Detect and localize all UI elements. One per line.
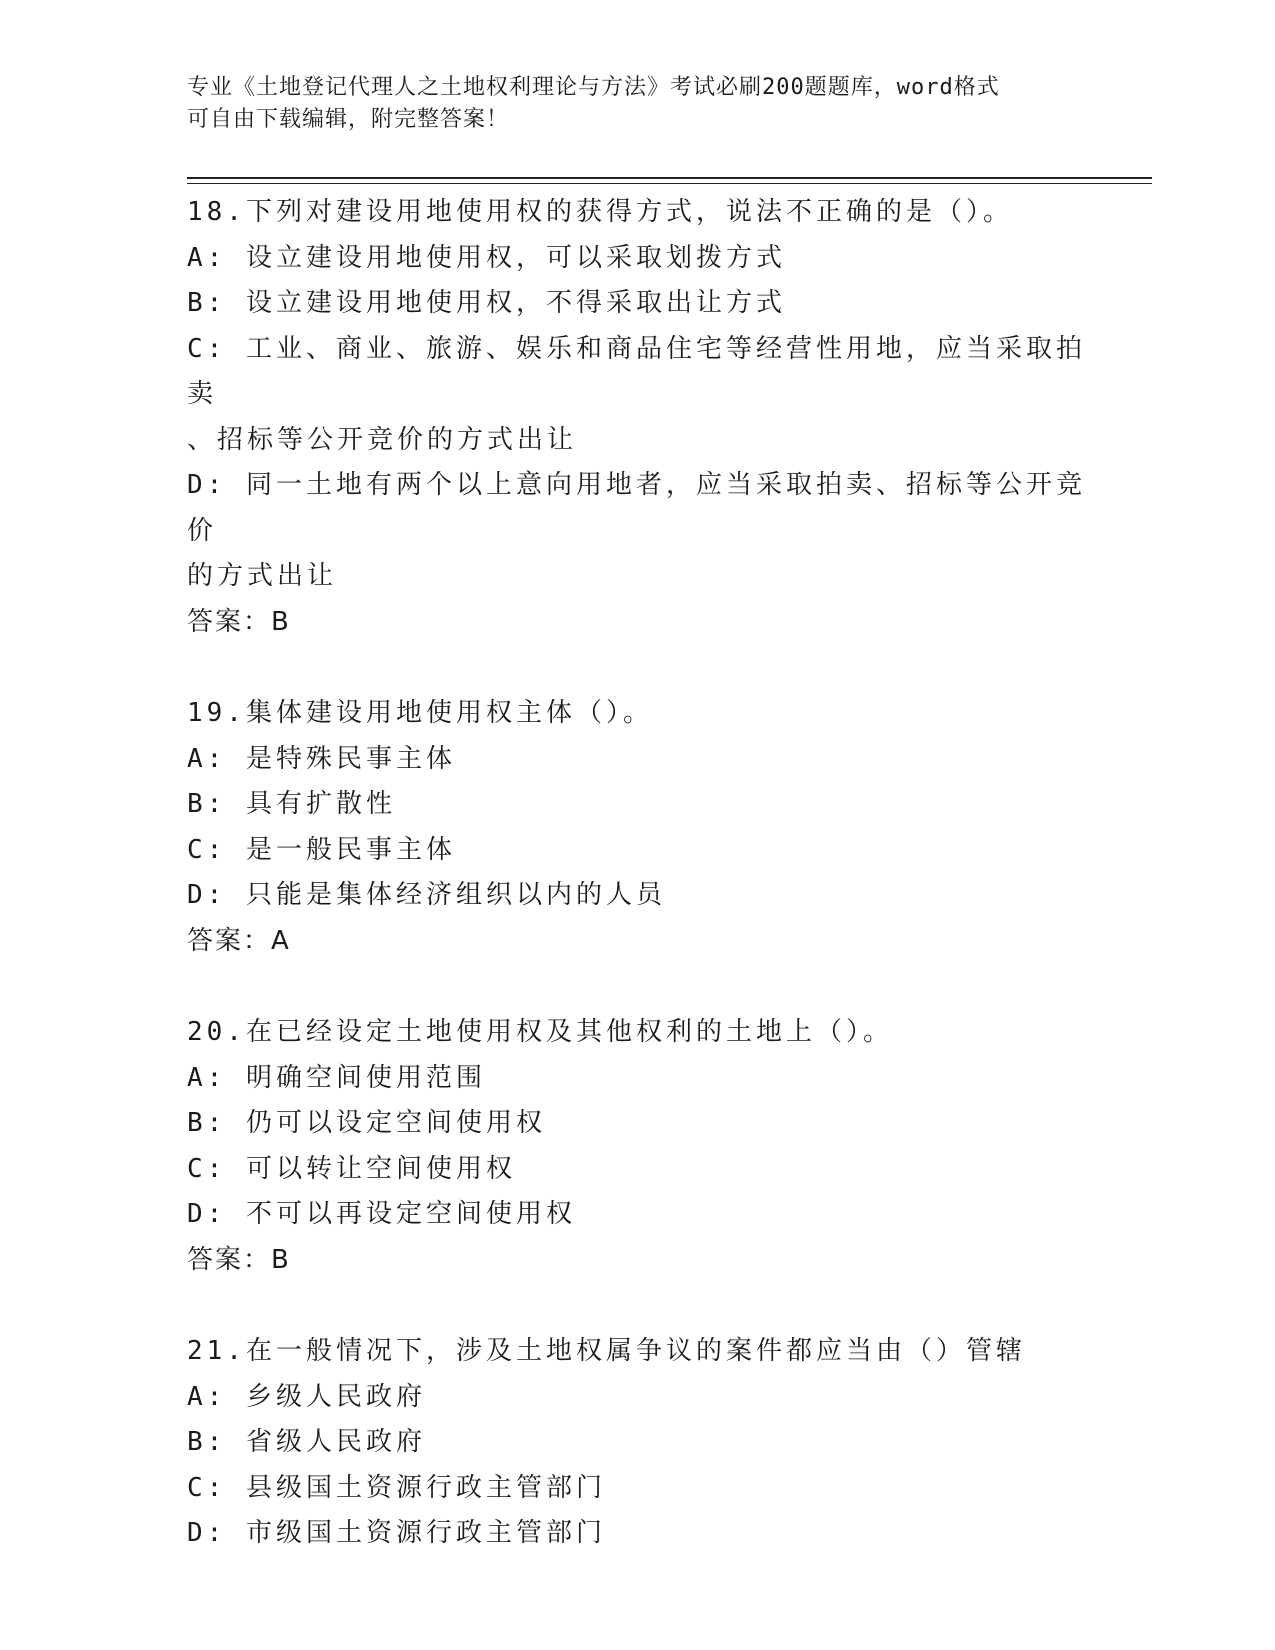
- answer-line: 答案：B: [187, 1244, 291, 1275]
- option-a: A: 乡级人民政府: [187, 1381, 426, 1412]
- question-21: [187, 1329, 1087, 1557]
- option-c: C: 县级国土资源行政主管部门: [187, 1472, 606, 1503]
- option-b: B: 设立建设用地使用权，不得采取出让方式: [187, 288, 786, 318]
- option-a: A: 明确空间使用范围: [187, 1062, 486, 1093]
- option-c: C: 工业、商业、旅游、娱乐和商品住宅等经营性用地，应当采取拍卖: [187, 333, 1086, 409]
- option-a: A: 是特殊民事主体: [187, 743, 456, 774]
- option-d: D: 市级国土资源行政主管部门: [187, 1518, 606, 1548]
- option-d: D: 同一土地有两个以上意向用地者，应当采取拍卖、招标等公开竞价: [187, 470, 1086, 546]
- header-line-2: 可自由下载编辑，附完整答案！: [187, 107, 510, 132]
- answer-line: 答案：A: [187, 925, 291, 956]
- document-header: [187, 72, 1087, 136]
- question-20: [187, 1010, 1087, 1283]
- option-a: A: 设立建设用地使用权，可以采取划拨方式: [187, 242, 786, 273]
- question-stem: 21.在一般情况下，涉及土地权属争议的案件都应当由（）管辖: [187, 1336, 1026, 1366]
- option-c: C: 可以转让空间使用权: [187, 1153, 516, 1184]
- option-d-continued: 的方式出让: [187, 561, 338, 591]
- option-d: D: 只能是集体经济组织以内的人员: [187, 880, 666, 910]
- question-stem: 20.在已经设定土地使用权及其他权利的土地上（）。: [187, 1017, 893, 1047]
- header-divider-thin: [187, 183, 1152, 184]
- option-d: D: 不可以再设定空间使用权: [187, 1199, 576, 1229]
- header-divider-thick: [187, 177, 1152, 179]
- question-19: [187, 691, 1087, 964]
- option-c-continued: 、招标等公开竞价的方式出让: [187, 424, 578, 455]
- option-b: B: 省级人民政府: [187, 1427, 426, 1457]
- answer-line: 答案：B: [187, 606, 291, 637]
- question-stem: 19.集体建设用地使用权主体（）。: [187, 698, 653, 728]
- option-b: B: 仍可以设定空间使用权: [187, 1108, 546, 1138]
- question-list: [187, 190, 1087, 1603]
- question-stem: 18.下列对建设用地使用权的获得方式，说法不正确的是（）。: [187, 197, 1013, 227]
- option-b: B: 具有扩散性: [187, 789, 396, 819]
- option-c: C: 是一般民事主体: [187, 834, 456, 865]
- question-18: [187, 190, 1087, 645]
- header-line-1: 专业《土地登记代理人之土地权利理论与方法》考试必刷200题题库，word格式: [187, 75, 1000, 100]
